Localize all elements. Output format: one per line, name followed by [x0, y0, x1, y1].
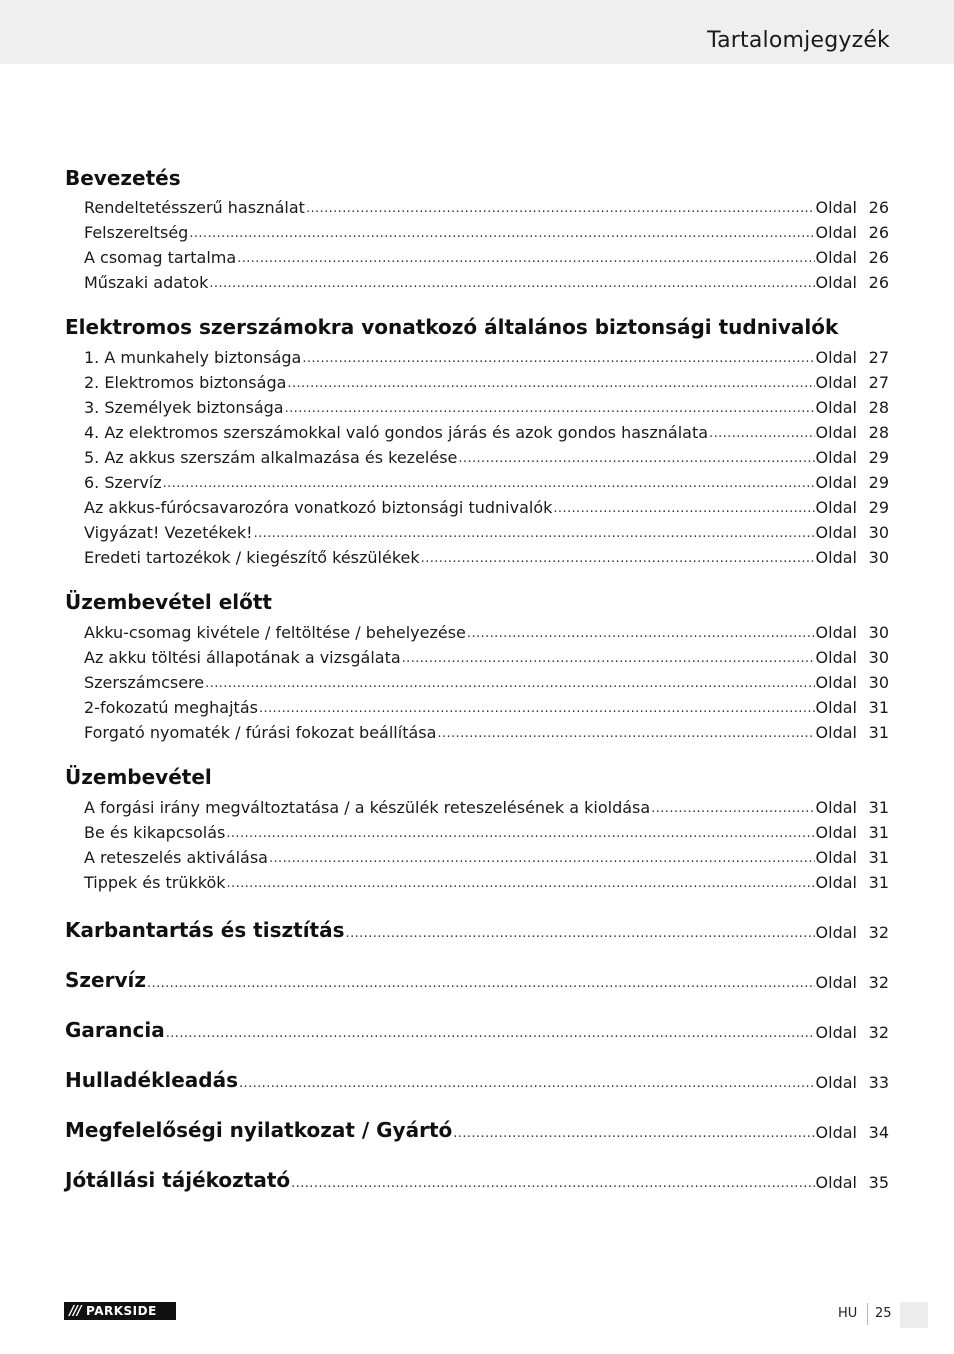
dot-leader — [467, 625, 815, 643]
toc-entry-label: A reteszelés aktiválása — [84, 848, 268, 867]
page-word: Oldal — [815, 473, 857, 492]
footer-page-number: 25 — [875, 1306, 892, 1321]
toc-entry[interactable] — [84, 794, 889, 818]
dot-leader — [287, 375, 814, 393]
page-word: Oldal — [815, 723, 857, 742]
toc-major-entry[interactable] — [65, 1063, 889, 1093]
dot-leader — [226, 825, 814, 843]
logo-stripes-icon: /// — [69, 1303, 81, 1319]
toc-entry-label: Szervíz — [65, 968, 147, 992]
parkside-logo — [64, 1302, 176, 1320]
toc-entry-label: Vigyázat! Vezetékek! — [84, 523, 253, 542]
toc-entry[interactable] — [84, 369, 889, 393]
toc-entry-label: Az akkus-fúrócsavarozóra vonatkozó biztonsági tudnivalók — [84, 498, 553, 517]
toc-entry-label: A csomag tartalma — [84, 248, 237, 267]
page-number: 31 — [868, 698, 889, 717]
page-number: 29 — [868, 498, 889, 517]
dot-leader — [453, 1125, 814, 1143]
dot-leader — [259, 700, 815, 718]
dot-leader — [227, 875, 815, 893]
page-word: Oldal — [815, 798, 857, 817]
dot-leader — [209, 275, 814, 293]
page-word: Oldal — [815, 423, 857, 442]
page-number: 33 — [868, 1073, 889, 1092]
dot-leader — [402, 650, 815, 668]
page-number: 35 — [868, 1173, 889, 1192]
footer-language: HU — [838, 1306, 858, 1321]
page-word: Oldal — [815, 448, 857, 467]
page-word: Oldal — [815, 1023, 857, 1042]
footer-divider — [867, 1303, 868, 1325]
toc-entry-label: 5. Az akkus szerszám alkalmazása és kezelése — [84, 448, 458, 467]
page-number: 31 — [868, 848, 889, 867]
toc-entry[interactable] — [84, 669, 889, 693]
page-number: 32 — [868, 923, 889, 942]
toc-entry-label: Forgató nyomaték / fúrási fokozat beállítása — [84, 723, 437, 742]
page-number: 32 — [868, 1023, 889, 1042]
page-number: 26 — [868, 198, 889, 217]
page-word: Oldal — [815, 398, 857, 417]
page-number: 26 — [868, 248, 889, 267]
toc-major-entry[interactable] — [65, 1013, 889, 1043]
toc-entry-label: Garancia — [65, 1018, 165, 1042]
toc-major-entry[interactable] — [65, 1113, 889, 1143]
page-word: Oldal — [815, 923, 857, 942]
page-word: Oldal — [815, 223, 857, 242]
toc-entry[interactable] — [84, 269, 889, 293]
toc-entry-label: 2-fokozatú meghajtás — [84, 698, 258, 717]
dot-leader — [189, 225, 814, 243]
page-word: Oldal — [815, 1123, 857, 1142]
toc-entry-label: A forgási irány megváltoztatása / a készülék reteszelésének a kioldása — [84, 798, 651, 817]
dot-leader — [239, 1075, 815, 1093]
section-heading: Üzembevétel előtt — [65, 590, 272, 614]
page-number: 29 — [868, 473, 889, 492]
toc-major-entry[interactable] — [65, 913, 889, 943]
dot-leader — [285, 400, 815, 418]
toc-entry-label: Műszaki adatok — [84, 273, 209, 292]
toc-entry[interactable] — [84, 719, 889, 743]
toc-entry[interactable] — [84, 694, 889, 718]
dot-leader — [306, 200, 815, 218]
dot-leader — [291, 1175, 814, 1193]
toc-major-entry[interactable] — [65, 963, 889, 993]
toc-major-entry[interactable] — [65, 1163, 889, 1193]
page-number: 30 — [868, 548, 889, 567]
page-number: 31 — [868, 823, 889, 842]
dot-leader — [205, 675, 814, 693]
toc-entry[interactable] — [84, 844, 889, 868]
toc-entry[interactable] — [84, 544, 889, 568]
dot-leader — [346, 925, 815, 943]
page-number: 26 — [868, 273, 889, 292]
page-word: Oldal — [815, 623, 857, 642]
toc-entry[interactable] — [84, 644, 889, 668]
toc-entry[interactable] — [84, 344, 889, 368]
toc-entry-label: Hulladékleadás — [65, 1068, 238, 1092]
toc-entry-label: 3. Személyek biztonsága — [84, 398, 284, 417]
toc-entry-label: Rendeltetésszerű használat — [84, 198, 305, 217]
dot-leader — [147, 975, 815, 993]
toc-entry-label: Az akku töltési állapotának a vizsgálata — [84, 648, 401, 667]
toc-entry-label: Be és kikapcsolás — [84, 823, 226, 842]
page-word: Oldal — [815, 648, 857, 667]
page-number: 31 — [868, 873, 889, 892]
page-word: Oldal — [815, 248, 857, 267]
toc-entry[interactable] — [84, 219, 889, 243]
page-number: 31 — [868, 723, 889, 742]
toc-entry[interactable] — [84, 194, 889, 218]
toc-entry[interactable] — [84, 519, 889, 543]
page-number: 30 — [868, 673, 889, 692]
toc-entry-label: 2. Elektromos biztonsága — [84, 373, 287, 392]
section-heading: Elektromos szerszámokra vonatkozó általános biztonsági tudnivalók — [65, 315, 839, 339]
footer-corner-box — [900, 1302, 928, 1328]
section-heading: Bevezetés — [65, 166, 181, 190]
page-word: Oldal — [815, 348, 857, 367]
page-word: Oldal — [815, 698, 857, 717]
page-word: Oldal — [815, 273, 857, 292]
page-word: Oldal — [815, 873, 857, 892]
toc-entry-label: Akku-csomag kivétele / feltöltése / behelyezése — [84, 623, 466, 642]
toc-entry-label: Szerszámcsere — [84, 673, 205, 692]
toc-entry[interactable] — [84, 444, 889, 468]
logo-brand-text: PARKSIDE — [86, 1304, 157, 1318]
toc-entry[interactable] — [84, 394, 889, 418]
dot-leader — [458, 450, 814, 468]
page-number: 28 — [868, 423, 889, 442]
page-word: Oldal — [815, 823, 857, 842]
toc-entry-label: Jótállási tájékoztató — [65, 1168, 291, 1192]
page-word: Oldal — [815, 1073, 857, 1092]
dot-leader — [237, 250, 814, 268]
dot-leader — [553, 500, 814, 518]
page-word: Oldal — [815, 973, 857, 992]
toc-entry-label: Megfelelőségi nyilatkozat / Gyártó — [65, 1118, 453, 1142]
dot-leader — [254, 525, 815, 543]
dot-leader — [651, 800, 814, 818]
dot-leader — [166, 1025, 815, 1043]
page-word: Oldal — [815, 673, 857, 692]
toc-entry-label: 1. A munkahely biztonsága — [84, 348, 302, 367]
page-number: 30 — [868, 523, 889, 542]
toc-entry-label: Tippek és trükkök — [84, 873, 226, 892]
toc-entry[interactable] — [84, 469, 889, 493]
page-word: Oldal — [815, 498, 857, 517]
page-title: Tartalomjegyzék — [707, 28, 890, 53]
page-word: Oldal — [815, 1173, 857, 1192]
toc-entry[interactable] — [84, 419, 889, 443]
page-number: 30 — [868, 623, 889, 642]
page-word: Oldal — [815, 523, 857, 542]
toc-entry[interactable] — [84, 244, 889, 268]
page-word: Oldal — [815, 373, 857, 392]
toc-entry[interactable] — [84, 819, 889, 843]
toc-entry-label: Karbantartás és tisztítás — [65, 918, 345, 942]
page-number: 34 — [868, 1123, 889, 1142]
page-number: 27 — [868, 348, 889, 367]
dot-leader — [421, 550, 815, 568]
dot-leader — [709, 425, 815, 443]
page-number: 32 — [868, 973, 889, 992]
dot-leader — [269, 850, 815, 868]
dot-leader — [302, 350, 814, 368]
toc-entry[interactable] — [84, 869, 889, 893]
toc-entry[interactable] — [84, 494, 889, 518]
dot-leader — [437, 725, 814, 743]
page-number: 30 — [868, 648, 889, 667]
page-word: Oldal — [815, 198, 857, 217]
page-word: Oldal — [815, 848, 857, 867]
toc-entry-label: Felszereltség — [84, 223, 189, 242]
page-number: 26 — [868, 223, 889, 242]
page-number: 28 — [868, 398, 889, 417]
section-heading: Üzembevétel — [65, 765, 212, 789]
page-number: 29 — [868, 448, 889, 467]
page-word: Oldal — [815, 548, 857, 567]
dot-leader — [163, 475, 815, 493]
toc-entry[interactable] — [84, 619, 889, 643]
toc-entry-label: 4. Az elektromos szerszámokkal való gondos járás és azok gondos használata — [84, 423, 709, 442]
page-number: 27 — [868, 373, 889, 392]
toc-entry-label: Eredeti tartozékok / kiegészítő készülékek — [84, 548, 420, 567]
toc-entry-label: 6. Szervíz — [84, 473, 162, 492]
page-number: 31 — [868, 798, 889, 817]
